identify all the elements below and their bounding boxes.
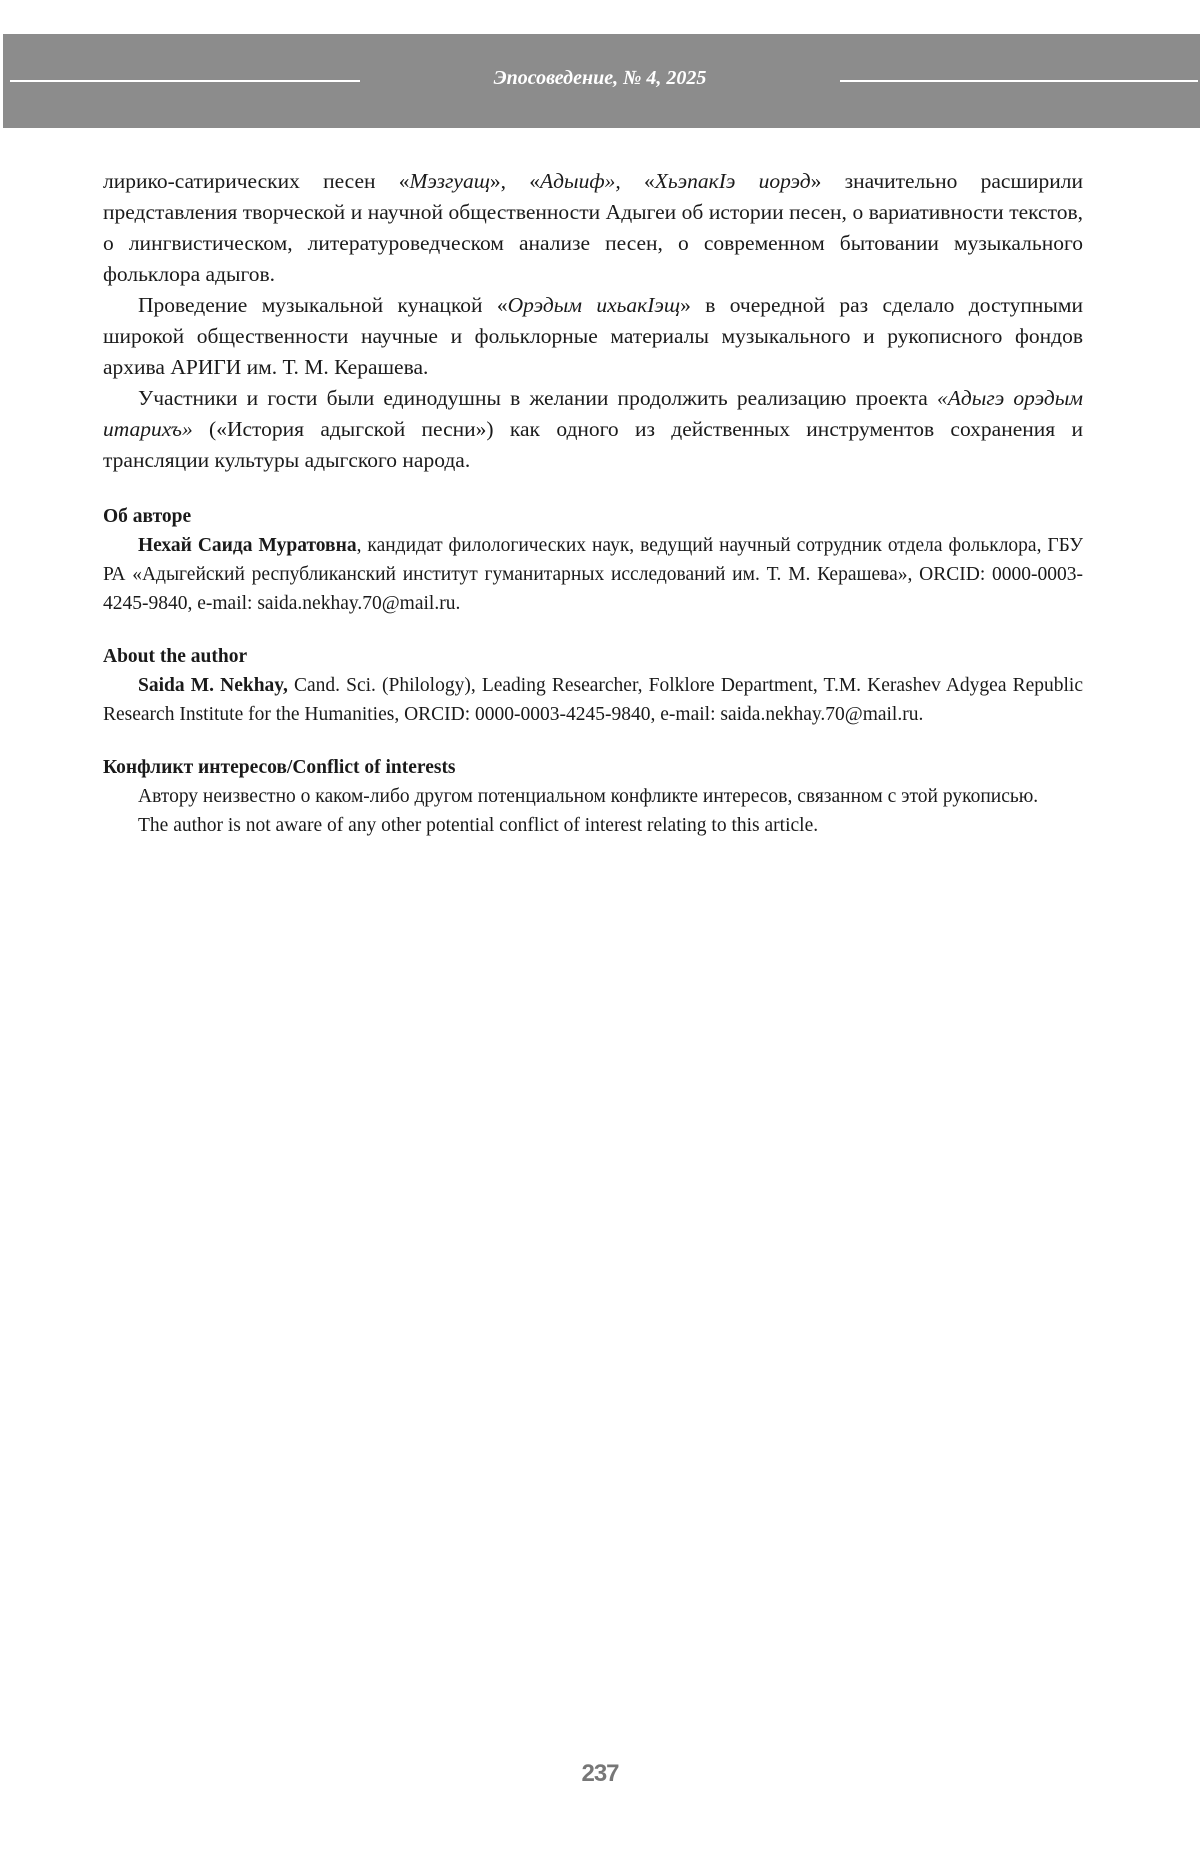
- conflict-heading: Конфликт интересов/Conflict of interests: [103, 757, 456, 778]
- about-author-en-heading: About the author: [103, 646, 248, 667]
- header-rule-right: [840, 80, 1198, 82]
- event-title: Орэдым ихьакIэщ: [507, 293, 681, 317]
- song-title-mezguashch: Мэзгуащ: [409, 169, 490, 193]
- conflict-text-en: The author is not aware of any other potential conflict of interest relating to this article.: [138, 815, 819, 836]
- body-paragraph-1: лирико-сатирических песен «Мэзгуащ», «Адыиф», «ХьэпакIэ иорэд» значительно расширили представления творческой и научной общественности Адыгеи об истории песен, о вариативности текстов, о лингвистическом, литературоведческом анализе песен, о современном бытовании музыкального фольклора адыгов.: [103, 169, 1083, 286]
- spacer: [103, 476, 1083, 502]
- journal-title: Эпосоведение, № 4, 2025: [493, 67, 707, 89]
- body-paragraph-2: Проведение музыкальной кунацкой «Орэдым ихьакIэщ» в очередной раз сделало доступными широкой общественности научные и фольклорные материалы музыкального и рукописного фондов архива АРИГИ им. Т. М. Керашева.: [103, 293, 1083, 379]
- project-title: «Адыгэ орэдым итарихъ»: [103, 386, 1083, 441]
- spacer: [103, 618, 1083, 642]
- author-name-en: Saida M. Nekhay,: [138, 675, 288, 696]
- song-title-khepakie: ХьэпакIэ иорэд: [654, 169, 811, 193]
- about-author-ru-heading: Об авторе: [103, 506, 192, 527]
- about-author-ru: [103, 502, 1083, 618]
- about-author-en: [103, 642, 1083, 729]
- header-rule-left: [10, 80, 360, 82]
- spacer: [103, 729, 1083, 753]
- about-author-en-text: Saida M. Nekhay, Cand. Sci. (Philology), Leading Researcher, Folklore Department, T.M. Kerashev Adygea Republic Research Institute for the Humanities, ORCID: 0000-0003-4245-9840, e-mail: saida.nekhay.70@mail.ru.: [103, 675, 1083, 725]
- author-name-ru: Нехай Саида Муратовна: [138, 535, 357, 556]
- page-number: 237: [581, 1760, 619, 1787]
- song-title-adyif: Адыиф»,: [540, 169, 644, 193]
- article-content: [103, 166, 1083, 840]
- conflict-of-interests: [103, 753, 1083, 840]
- about-author-ru-text: Нехай Саида Муратовна, кандидат филологических наук, ведущий научный сотрудник отдела фольклора, ГБУ РА «Адыгейский республиканский институт гуманитарных исследований им. Т. М. Керашева», ORCID: 0000-0003-4245-9840, e-mail: saida.nekhay.70@mail.ru.: [103, 535, 1083, 614]
- conflict-text-ru: Автору неизвестно о каком-либо другом потенциальном конфликте интересов, связанном с этой рукописью.: [138, 786, 1039, 807]
- body-paragraph-3: Участники и гости были единодушны в желании продолжить реализацию проекта «Адыгэ орэдым итарихъ» («История адыгской песни») как одного из действенных инструментов сохранения и трансляции культуры адыгского народа.: [103, 386, 1083, 472]
